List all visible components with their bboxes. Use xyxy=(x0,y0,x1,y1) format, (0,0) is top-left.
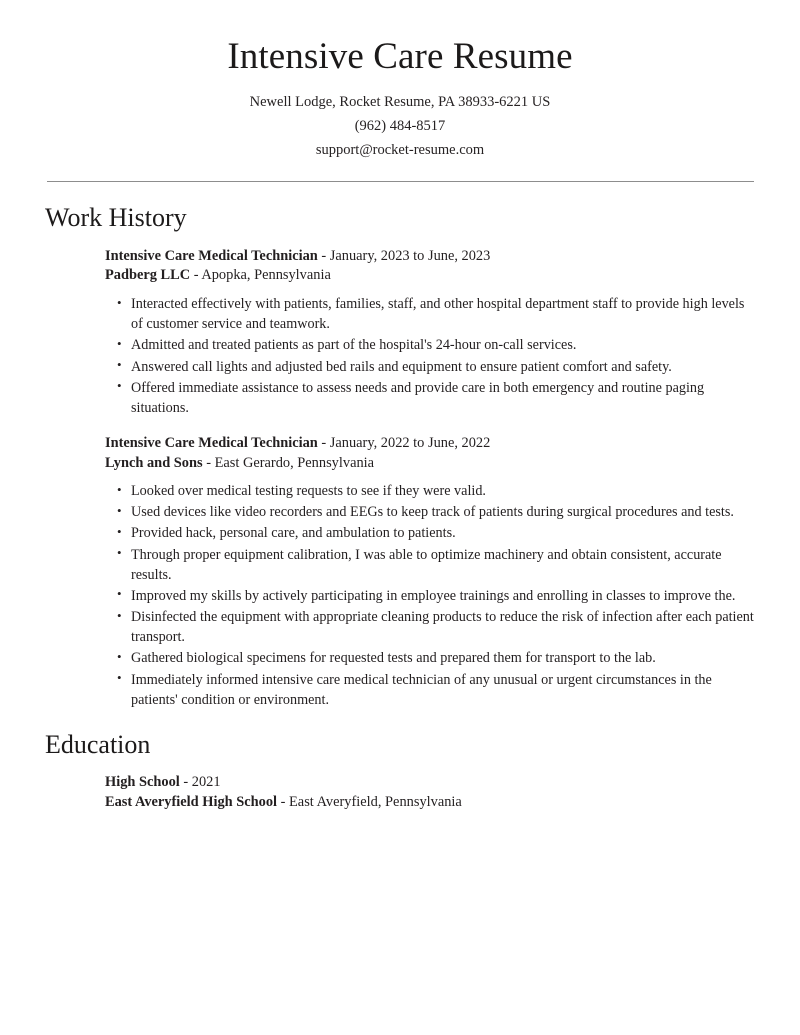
section-work-history xyxy=(0,182,800,710)
list-item: • Through proper equipment calibration, I was able to optimize machinery and obtain consistent, accurate results. xyxy=(105,545,755,585)
education-school-line xyxy=(105,793,755,813)
list-item: • Immediately informed intensive care medical technician of any unusual or urgent circumstances in the patients' condition or environment. xyxy=(105,670,755,710)
education-school: East Averyfield High School xyxy=(105,794,278,811)
work-entry-employer-line xyxy=(105,454,755,474)
work-entry-location: - East Gerardo, Pennsylvania xyxy=(202,454,375,471)
work-entry-job-title: Intensive Care Medical Technician xyxy=(105,435,318,451)
work-history-body xyxy=(45,233,755,710)
work-entry-title-line xyxy=(105,247,755,267)
education-degree-line xyxy=(105,773,755,793)
list-item: • Looked over medical testing requests to see if they were valid. xyxy=(105,481,755,501)
work-entry-location: - Apopka, Pennsylvania xyxy=(190,267,331,284)
work-entry-dates: - January, 2022 to June, 2022 xyxy=(317,435,491,451)
list-item: • Offered immediate assistance to assess needs and provide care in both emergency and routine paging situations. xyxy=(105,378,755,418)
work-entry xyxy=(105,419,755,710)
education-degree: High School xyxy=(105,774,180,791)
work-entry-employer-line xyxy=(105,266,755,286)
list-item: • Used devices like video recorders and EEGs to keep track of patients during surgical procedures and tests. xyxy=(105,502,755,522)
list-item: • Answered call lights and adjusted bed rails and equipment to ensure patient comfort and safety. xyxy=(105,357,755,377)
contact-address: Newell Lodge, Rocket Resume, PA 38933-6221 US xyxy=(249,94,551,111)
work-history-heading: Work History xyxy=(45,203,187,233)
list-item: • Improved my skills by actively participating in employee trainings and enrolling in classes to improve the. xyxy=(105,586,755,606)
work-entry-job-title: Intensive Care Medical Technician xyxy=(105,247,318,264)
education-body xyxy=(45,759,755,812)
education-entry xyxy=(105,759,755,812)
work-entry-bullets xyxy=(105,481,755,710)
education-heading: Education xyxy=(45,729,151,759)
list-item: • Interacted effectively with patients, families, staff, and other hospital department staff to provide high levels of customer service and teamwork. xyxy=(105,294,755,334)
list-item: • Gathered biological specimens for requested tests and prepared them for transport to the lab. xyxy=(105,648,755,668)
contact-email: support@rocket-resume.com xyxy=(315,141,485,158)
page-title: Intensive Care Resume xyxy=(227,36,573,77)
work-entry-bullets xyxy=(105,294,755,418)
work-entry-dates: - January, 2023 to June, 2023 xyxy=(317,247,491,264)
list-item: • Admitted and treated patients as part of the hospital's 24-hour on-call services. xyxy=(105,335,755,355)
section-education xyxy=(0,711,800,813)
work-entry xyxy=(105,233,755,418)
work-entry-employer: Padberg LLC xyxy=(105,267,191,284)
contact-phone: (962) 484-8517 xyxy=(354,118,446,135)
list-item: • Provided hack, personal care, and ambulation to patients. xyxy=(105,523,755,543)
resume-header xyxy=(0,0,800,162)
list-item: • Disinfected the equipment with appropriate cleaning products to reduce the risk of infection after each patient transport. xyxy=(105,607,755,647)
education-year: - 2021 xyxy=(179,774,221,791)
work-entry-title-line xyxy=(105,434,755,454)
education-location: - East Averyfield, Pennsylvania xyxy=(277,794,462,811)
work-entry-employer: Lynch and Sons xyxy=(105,454,203,471)
